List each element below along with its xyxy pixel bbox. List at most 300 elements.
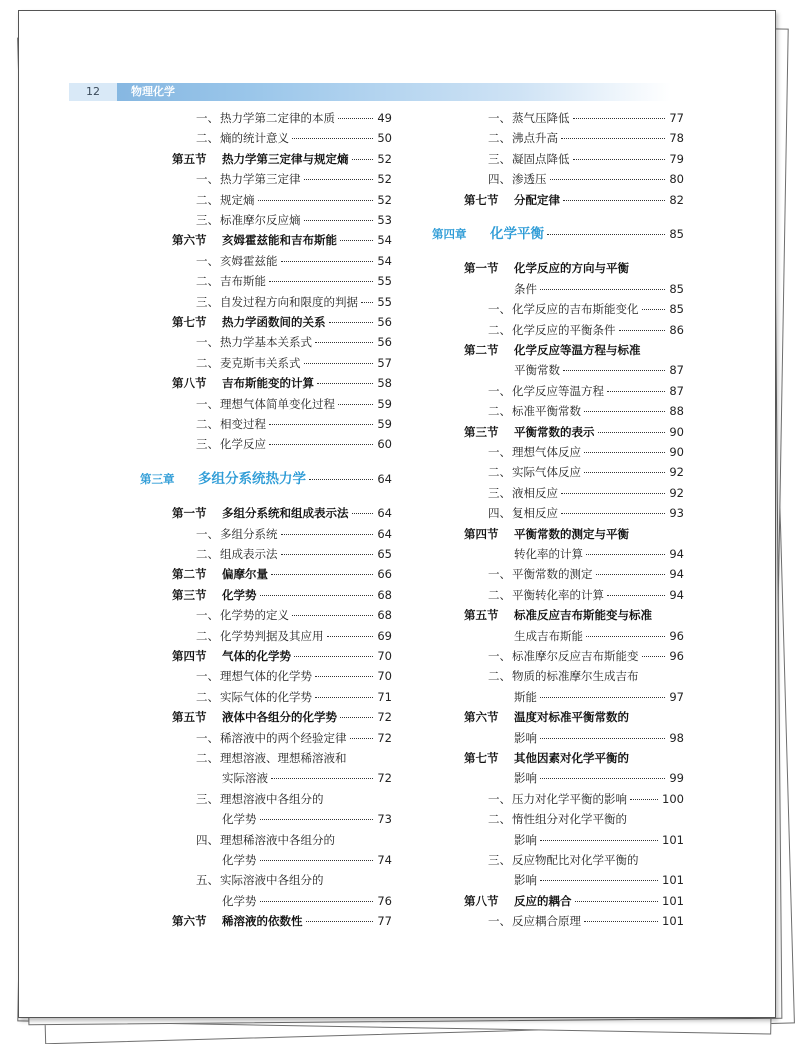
dot-leader: [550, 179, 666, 180]
toc-subsection-entry: [404, 299, 684, 319]
toc-subsection-entry: [404, 320, 684, 340]
toc-subsection-entry: [112, 108, 392, 128]
toc-entry-number: 二、: [488, 322, 511, 337]
toc-page-number: 54: [377, 233, 392, 248]
toc-entry-title: 平衡常数: [514, 363, 560, 378]
toc-subsection-entry: [112, 544, 392, 564]
toc-subsection-entry: [112, 251, 392, 271]
toc-entry-title: 多组分系统: [220, 526, 278, 541]
toc-subsection-entry: [112, 524, 392, 544]
toc-section-entry: [404, 891, 684, 911]
toc-page-number: 88: [669, 404, 684, 419]
dot-leader: [260, 860, 374, 861]
toc-page-number: 72: [377, 710, 392, 725]
toc-subsection-entry: [112, 626, 392, 646]
dot-leader: [304, 220, 374, 221]
toc-entry-title: 转化率的计算: [514, 547, 583, 561]
toc-entry-number: 第三节: [464, 424, 499, 439]
toc-subsection-entry: [112, 768, 392, 788]
toc-entry-title: 熵的统计意义: [220, 131, 289, 146]
dot-leader: [294, 656, 373, 657]
toc-subsection-entry: [112, 353, 392, 373]
toc-entry-title: 规定熵: [220, 192, 255, 207]
toc-page-number: 70: [377, 649, 392, 663]
toc-entry-title: 理想气体的化学势: [220, 669, 312, 684]
toc-page-number: 77: [377, 914, 392, 929]
toc-entry-number: 二、: [196, 689, 219, 704]
toc-page-number: 77: [669, 111, 684, 125]
dot-leader: [338, 404, 373, 405]
dot-leader: [317, 383, 373, 384]
dot-leader: [269, 281, 373, 282]
toc-subsection-entry: [404, 646, 684, 666]
toc-subsection-entry: [112, 169, 392, 189]
toc-page-number: 94: [669, 547, 684, 561]
toc-subsection-entry: [404, 108, 684, 128]
toc-page-number: 66: [377, 567, 392, 582]
toc-subsection-entry: [404, 169, 684, 189]
toc-entry-number: 第五节: [172, 151, 207, 166]
dot-leader: [269, 424, 373, 425]
toc-entry-number: 第六节: [464, 710, 499, 725]
toc-entry-title: 热力学基本关系式: [220, 335, 312, 350]
toc-entry-number: 三、: [488, 151, 511, 166]
toc-section-entry: [112, 312, 392, 332]
dot-leader: [586, 554, 665, 555]
toc-entry-number: 第八节: [172, 376, 207, 391]
dot-leader: [271, 778, 373, 779]
toc-subsection-entry: [112, 414, 392, 434]
toc-subsection-entry: [112, 394, 392, 414]
toc-entry-title: 气体的化学势: [222, 649, 291, 663]
dot-leader: [561, 138, 665, 139]
toc-page-number: 64: [377, 471, 392, 486]
toc-entry-title: 反应耦合原理: [512, 914, 581, 929]
toc-subsection-entry: [112, 891, 392, 911]
toc-entry-title: 凝固点降低: [512, 151, 570, 166]
toc-entry-title: 液体中各组分的化学势: [222, 710, 337, 725]
toc-entry-number: 第八节: [464, 893, 499, 908]
toc-subsection-entry: [112, 850, 392, 870]
toc-page-number: 96: [669, 649, 684, 663]
toc-page-number: 85: [669, 227, 684, 241]
dot-leader: [573, 118, 666, 119]
toc-entry-title: 理想气体反应: [512, 445, 581, 459]
toc-entry-number: 第四章: [432, 227, 467, 241]
toc-subsection-entry: [112, 870, 392, 890]
toc-entry-title: 化学反应的方向与平衡: [514, 261, 629, 276]
dot-leader: [584, 411, 665, 412]
toc-page-number: 90: [669, 445, 684, 459]
toc-page-number: 59: [377, 417, 392, 431]
toc-subsection-entry: [404, 809, 684, 829]
dot-leader: [607, 391, 665, 392]
toc-section-entry: [112, 230, 392, 250]
toc-section-entry: [404, 748, 684, 768]
toc-entry-title: 实际溶液: [222, 771, 268, 786]
dot-leader: [540, 880, 658, 881]
toc-entry-title: 化学势: [222, 893, 257, 908]
toc-entry-title: 影响: [514, 873, 537, 888]
toc-page-number: 80: [669, 172, 684, 187]
toc-page-number: 74: [377, 853, 392, 867]
toc-entry-number: 一、: [196, 253, 219, 268]
toc-page-number: 53: [377, 213, 392, 227]
dot-leader: [561, 513, 665, 514]
toc-page-number: 92: [669, 465, 684, 480]
toc-page-number: 87: [669, 383, 684, 398]
toc-page-number: 70: [377, 669, 392, 684]
toc-entry-number: 二、: [196, 547, 219, 561]
toc-entry-number: 第五节: [172, 710, 207, 725]
toc-subsection-entry: [112, 728, 392, 748]
toc-section-entry: [404, 340, 684, 360]
toc-subsection-entry: [404, 442, 684, 462]
toc-page-number: 78: [669, 131, 684, 146]
toc-page-number: 55: [377, 274, 392, 289]
toc-subsection-entry: [404, 462, 684, 482]
toc-page-number: 97: [669, 689, 684, 704]
toc-page-number: 85: [669, 302, 684, 317]
toc-page-number: 64: [377, 506, 392, 521]
toc-entry-number: 三、: [196, 294, 219, 309]
dot-leader: [361, 302, 373, 303]
toc-page-number: 98: [669, 730, 684, 745]
toc-entry-title: 平衡常数的测定与平衡: [514, 526, 629, 541]
toc-entry-title: 多组分系统和组成表示法: [222, 506, 349, 521]
toc-entry-title: 理想稀溶液中各组分的: [220, 832, 335, 847]
toc-entry-number: 四、: [488, 506, 511, 521]
dot-leader: [340, 240, 373, 241]
toc-entry-number: 三、: [196, 213, 219, 227]
toc-page-number: 57: [377, 355, 392, 370]
dot-leader: [630, 799, 658, 800]
toc-subsection-entry: [404, 503, 684, 523]
toc-page-number: 79: [669, 151, 684, 166]
toc-section-entry: [404, 524, 684, 544]
toc-entry-title: 稀溶液中的两个经验定律: [220, 730, 347, 745]
toc-entry-number: 二、: [196, 751, 219, 765]
toc-entry-number: 一、: [488, 567, 511, 582]
toc-entry-title: 化学反应: [220, 437, 266, 452]
toc-subsection-entry: [404, 381, 684, 401]
toc-section-entry: [404, 626, 684, 646]
dot-leader: [547, 234, 665, 235]
toc-entry-number: 第六节: [172, 233, 207, 248]
toc-entry-title: 吉布斯能变的计算: [222, 376, 314, 391]
dot-leader: [304, 363, 374, 364]
toc-entry-title: 化学平衡: [490, 226, 544, 242]
toc-section-entry: [112, 585, 392, 605]
dot-leader: [292, 138, 373, 139]
toc-page-number: 86: [669, 322, 684, 337]
toc-entry-number: 一、: [196, 335, 219, 350]
toc-entry-title: 化学反应的平衡条件: [512, 322, 616, 337]
toc-section-entry: [112, 149, 392, 169]
toc-page-number: 59: [377, 396, 392, 411]
toc-subsection-entry: [112, 666, 392, 686]
toc-entry-title: 稀溶液的依数性: [222, 914, 303, 929]
toc-page-number: 52: [377, 192, 392, 207]
dot-leader: [642, 656, 666, 657]
toc-section-entry: [404, 190, 684, 210]
dot-leader: [329, 322, 374, 323]
dot-leader: [563, 200, 665, 201]
toc-page-number: 101: [662, 893, 684, 908]
toc-section-entry: [112, 503, 392, 523]
toc-entry-number: 三、: [196, 791, 219, 806]
toc-entry-title: 麦克斯韦关系式: [220, 355, 301, 370]
toc-entry-number: 第六节: [172, 914, 207, 929]
dot-leader: [563, 370, 665, 371]
toc-section-entry: [112, 646, 392, 666]
toc-entry-number: 一、: [196, 396, 219, 411]
toc-subsection-entry: [112, 210, 392, 230]
toc-page-number: 52: [377, 151, 392, 166]
toc-subsection-entry: [112, 605, 392, 625]
toc-page-number: 54: [377, 253, 392, 268]
toc-section-entry: [112, 373, 392, 393]
toc-entry-number: 二、: [488, 404, 511, 419]
toc-entry-number: 一、: [196, 172, 219, 187]
toc-page-number: 101: [662, 873, 684, 888]
toc-entry-title: 条件: [514, 281, 537, 296]
toc-entry-title: 热力学第三定律: [220, 172, 301, 187]
dot-leader: [540, 778, 665, 779]
dot-leader: [315, 342, 373, 343]
running-header: [69, 83, 671, 101]
toc-page-number: 73: [377, 812, 392, 827]
toc-page-number: 56: [377, 335, 392, 350]
toc-entry-title: 蒸气压降低: [512, 111, 570, 125]
toc-entry-number: 二、: [488, 587, 511, 602]
toc-subsection-entry: [112, 748, 392, 768]
toc-page-number: 101: [662, 914, 684, 929]
dot-leader: [315, 697, 373, 698]
toc-entry-number: 第三章: [140, 471, 175, 486]
toc-page-number: 96: [669, 628, 684, 643]
toc-entry-title: 复相反应: [512, 506, 558, 521]
toc-entry-title: 标准摩尔反应吉布斯能变: [512, 649, 639, 663]
toc-page-number: 64: [377, 526, 392, 541]
toc-entry-number: 一、: [488, 914, 511, 929]
toc-entry-title: 理想气体简单变化过程: [220, 396, 335, 411]
toc-entry-title: 亥姆霍兹能: [220, 253, 278, 268]
toc-entry-number: 第三节: [172, 587, 207, 602]
toc-entry-number: 二、: [488, 812, 511, 827]
toc-entry-title: 吉布斯能: [220, 274, 266, 289]
toc-entry-title: 斯能: [514, 689, 537, 704]
toc-entry-title: 化学势: [222, 812, 257, 827]
dot-leader: [338, 118, 373, 119]
toc-entry-title: 液相反应: [512, 485, 558, 500]
toc-section-entry: [404, 728, 684, 748]
toc-page-number: 90: [669, 424, 684, 439]
toc-subsection-entry: [404, 149, 684, 169]
toc-page-number: 85: [669, 281, 684, 296]
toc-section-entry: [404, 707, 684, 727]
toc-entry-number: 一、: [196, 608, 219, 623]
toc-page-number: 50: [377, 131, 392, 146]
toc-page-number: 82: [669, 192, 684, 207]
toc-entry-number: 第五节: [464, 608, 499, 623]
toc-entry-title: 相变过程: [220, 417, 266, 431]
toc-entry-number: 二、: [488, 669, 511, 684]
toc-entry-number: 二、: [196, 355, 219, 370]
toc-section-entry: [404, 360, 684, 380]
toc-entry-number: 五、: [196, 873, 219, 888]
toc-page-number: 101: [662, 832, 684, 847]
toc-entry-number: 一、: [196, 730, 219, 745]
toc-entry-title: 理想溶液、理想稀溶液和: [220, 751, 347, 765]
dot-leader: [561, 493, 665, 494]
toc-entry-title: 化学反应的吉布斯能变化: [512, 302, 639, 317]
toc-entry-number: 一、: [488, 111, 511, 125]
toc-entry-title: 生成吉布斯能: [514, 628, 583, 643]
toc-entry-title: 分配定律: [514, 192, 560, 207]
toc-page-number: 65: [377, 547, 392, 561]
toc-subsection-entry: [404, 666, 684, 686]
toc-subsection-entry: [404, 401, 684, 421]
toc-entry-title: 化学反应等温方程: [512, 383, 604, 398]
toc-page-number: 52: [377, 172, 392, 187]
toc-entry-title: 化学势: [222, 587, 257, 602]
dot-leader: [281, 261, 374, 262]
toc-page-number: 76: [377, 893, 392, 908]
toc-entry-number: 二、: [196, 274, 219, 289]
toc-subsection-entry: [404, 687, 684, 707]
toc-page-number: 92: [669, 485, 684, 500]
toc-entry-title: 实际气体的化学势: [220, 689, 312, 704]
toc-entry-number: 二、: [488, 131, 511, 146]
toc-page-number: 71: [377, 689, 392, 704]
dot-leader: [584, 452, 665, 453]
toc-page-number: 72: [377, 730, 392, 745]
toc-subsection-entry: [404, 870, 684, 890]
toc-entry-title: 热力学函数间的关系: [222, 315, 326, 329]
dot-leader: [573, 159, 666, 160]
toc-section-entry: [404, 279, 684, 299]
toc-entry-title: 压力对化学平衡的影响: [512, 791, 627, 806]
toc-entry-number: 一、: [488, 302, 511, 317]
toc-subsection-entry: [112, 128, 392, 148]
toc-page-number: 93: [669, 506, 684, 521]
toc-subsection-entry: [404, 830, 684, 850]
toc-entry-number: 三、: [488, 485, 511, 500]
toc-subsection-entry: [404, 564, 684, 584]
toc-entry-number: 第七节: [464, 751, 499, 765]
toc-entry-title: 标准反应吉布斯能变与标准: [514, 608, 652, 623]
toc-subsection-entry: [112, 434, 392, 454]
toc-entry-title: 自发过程方向和限度的判据: [220, 294, 358, 309]
toc-entry-title: 化学反应等温方程与标准: [514, 343, 641, 357]
dot-leader: [607, 595, 665, 596]
toc-page-number: 72: [377, 771, 392, 786]
dot-leader: [598, 432, 666, 433]
toc-entry-number: 二、: [196, 628, 219, 643]
toc-entry-number: 第二节: [172, 567, 207, 582]
toc-entry-number: 三、: [196, 437, 219, 452]
toc-page-number: 99: [669, 771, 684, 786]
dot-leader: [260, 595, 374, 596]
toc-entry-number: 二、: [196, 131, 219, 146]
toc-entry-title: 影响: [514, 771, 537, 786]
dot-leader: [352, 513, 374, 514]
toc-entry-number: 第七节: [464, 192, 499, 207]
toc-section-entry: [404, 422, 684, 442]
toc-section-entry: [112, 911, 392, 931]
toc-entry-title: 热力学第二定律的本质: [220, 111, 335, 125]
dot-leader: [327, 636, 374, 637]
toc-entry-title: 温度对标准平衡常数的: [514, 710, 629, 725]
toc-page-number: 58: [377, 376, 392, 391]
toc-page-number: 68: [377, 608, 392, 623]
dot-leader: [315, 676, 373, 677]
toc-entry-title: 反应物配比对化学平衡的: [512, 853, 639, 867]
dot-leader: [586, 636, 665, 637]
toc-entry-number: 第四节: [172, 649, 207, 663]
toc-chapter-entry: [404, 224, 684, 244]
toc-entry-title: 平衡常数的表示: [514, 424, 595, 439]
toc-subsection-entry: [112, 789, 392, 809]
dot-leader: [540, 738, 665, 739]
toc-entry-number: 二、: [196, 192, 219, 207]
dot-leader: [309, 479, 373, 480]
dot-leader: [271, 574, 373, 575]
toc-page-number: 55: [377, 294, 392, 309]
toc-entry-title: 化学势: [222, 853, 257, 867]
toc-entry-number: 一、: [196, 669, 219, 684]
toc-entry-number: 一、: [488, 791, 511, 806]
toc-section-entry: [112, 564, 392, 584]
toc-entry-number: 第一节: [464, 261, 499, 276]
toc-subsection-entry: [112, 830, 392, 850]
toc-entry-number: 四、: [196, 832, 219, 847]
toc-section-entry: [404, 768, 684, 788]
toc-subsection-entry: [112, 809, 392, 829]
toc-page-number: 68: [377, 587, 392, 602]
dot-leader: [352, 159, 374, 160]
dot-leader: [281, 534, 374, 535]
toc-entry-number: 三、: [488, 853, 511, 867]
page-number: 12: [69, 83, 117, 101]
dot-leader: [269, 444, 373, 445]
dot-leader: [642, 309, 666, 310]
toc-subsection-entry: [112, 687, 392, 707]
toc-entry-title: 化学势的定义: [220, 608, 289, 623]
dot-leader: [306, 921, 374, 922]
toc-page-number: 94: [669, 587, 684, 602]
dot-leader: [260, 819, 374, 820]
toc-subsection-entry: [404, 911, 684, 931]
toc-entry-number: 四、: [488, 172, 511, 187]
dot-leader: [584, 921, 658, 922]
dot-leader: [619, 330, 666, 331]
toc-page-number: 69: [377, 628, 392, 643]
toc-page-number: 60: [377, 437, 392, 452]
toc-subsection-entry: [112, 271, 392, 291]
toc-subsection-entry: [404, 789, 684, 809]
dot-leader: [304, 179, 374, 180]
dot-leader: [258, 200, 374, 201]
toc-entry-number: 第七节: [172, 315, 207, 329]
toc-subsection-entry: [112, 292, 392, 312]
dot-leader: [281, 554, 374, 555]
toc-entry-number: 二、: [488, 465, 511, 480]
toc-entry-title: 亥姆霍兹能和吉布斯能: [222, 233, 337, 248]
toc-chapter-entry: [112, 469, 392, 489]
toc-entry-number: 第一节: [172, 506, 207, 521]
